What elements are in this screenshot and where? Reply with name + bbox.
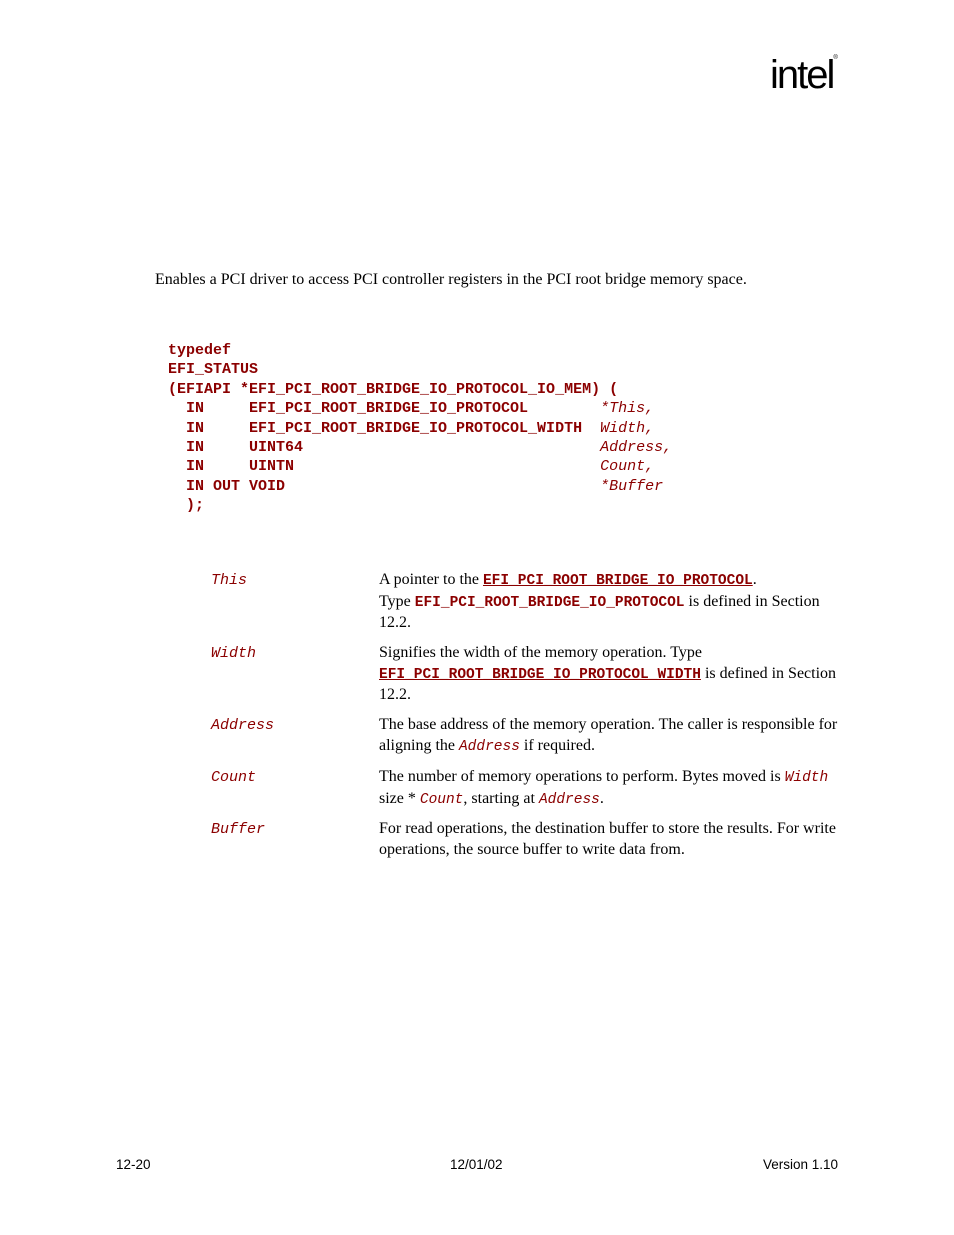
- code-line: IN OUT VOID: [168, 477, 601, 495]
- footer-page-number: 12-20: [116, 1157, 151, 1172]
- code-line: EFI_STATUS: [168, 361, 259, 379]
- prototype-code-block: [168, 341, 672, 516]
- param-name-this: This: [211, 572, 248, 589]
- desc-text: A pointer to the: [379, 571, 483, 588]
- desc-text: The number of memory operations to perform. Bytes moved is: [379, 768, 785, 785]
- param-name-count: Count: [211, 769, 257, 786]
- param-name-address: Address: [211, 717, 275, 734]
- code-param: Address,: [600, 439, 673, 457]
- code-line: IN EFI_PCI_ROOT_BRIDGE_IO_PROTOCOL: [168, 400, 601, 418]
- intel-logo: [770, 55, 838, 95]
- protocol-type: EFI_PCI_ROOT_BRIDGE_IO_PROTOCOL: [414, 594, 685, 611]
- param-ref: Count: [419, 791, 464, 808]
- desc-text: Type: [379, 592, 415, 610]
- param-desc-count: [379, 767, 849, 810]
- desc-text: is defined in Section 12.2.: [379, 592, 820, 632]
- code-param: *This,: [600, 400, 655, 418]
- logo-text: intel: [770, 53, 834, 97]
- code-line: (EFIAPI *EFI_PCI_ROOT_BRIDGE_IO_PROTOCOL_IO_MEM) (: [168, 380, 619, 398]
- param-desc-width: [379, 643, 849, 706]
- code-param: Width,: [600, 419, 655, 437]
- desc-text: .: [752, 571, 757, 588]
- desc-text: .: [599, 789, 604, 807]
- param-desc-address: [379, 715, 849, 757]
- desc-text: size *: [379, 789, 420, 807]
- code-line: typedef: [168, 342, 232, 359]
- desc-text: , starting at: [463, 789, 539, 807]
- code-line: IN UINTN: [168, 458, 601, 476]
- logo-registered-mark: ®: [833, 55, 838, 61]
- param-desc-buffer: For read operations, the destination buffer to store the results. For write operations, the source buffer to write data from.: [379, 820, 836, 858]
- code-param: *Buffer: [600, 477, 664, 495]
- function-summary: Enables a PCI driver to access PCI controller registers in the PCI root bridge memory space.: [155, 271, 747, 288]
- protocol-width-link[interactable]: EFI_PCI_ROOT_BRIDGE_IO_PROTOCOL_WIDTH: [379, 666, 701, 683]
- code-line: IN EFI_PCI_ROOT_BRIDGE_IO_PROTOCOL_WIDTH: [168, 419, 601, 437]
- desc-text: is defined in Section 12.2.: [379, 664, 837, 704]
- param-ref: Width: [784, 770, 829, 786]
- desc-text: if required.: [519, 736, 595, 754]
- code-line: IN UINT64: [168, 439, 601, 457]
- param-name-buffer: Buffer: [211, 821, 266, 838]
- param-ref: Address: [538, 791, 600, 808]
- code-param: Count,: [600, 458, 655, 476]
- protocol-link[interactable]: EFI_PCI_ROOT_BRIDGE_IO_PROTOCOL: [482, 573, 753, 589]
- desc-text: Signifies the width of the memory operation. Type: [379, 644, 702, 661]
- code-line: );: [168, 497, 205, 515]
- param-ref: Address: [458, 738, 520, 755]
- desc-text: The base address of the memory operation. The caller is responsible for aligning the: [379, 716, 838, 754]
- footer-version: Version 1.10: [763, 1157, 839, 1172]
- param-desc-this: [379, 570, 849, 634]
- param-name-width: Width: [211, 645, 257, 662]
- footer-date: 12/01/02: [450, 1157, 503, 1172]
